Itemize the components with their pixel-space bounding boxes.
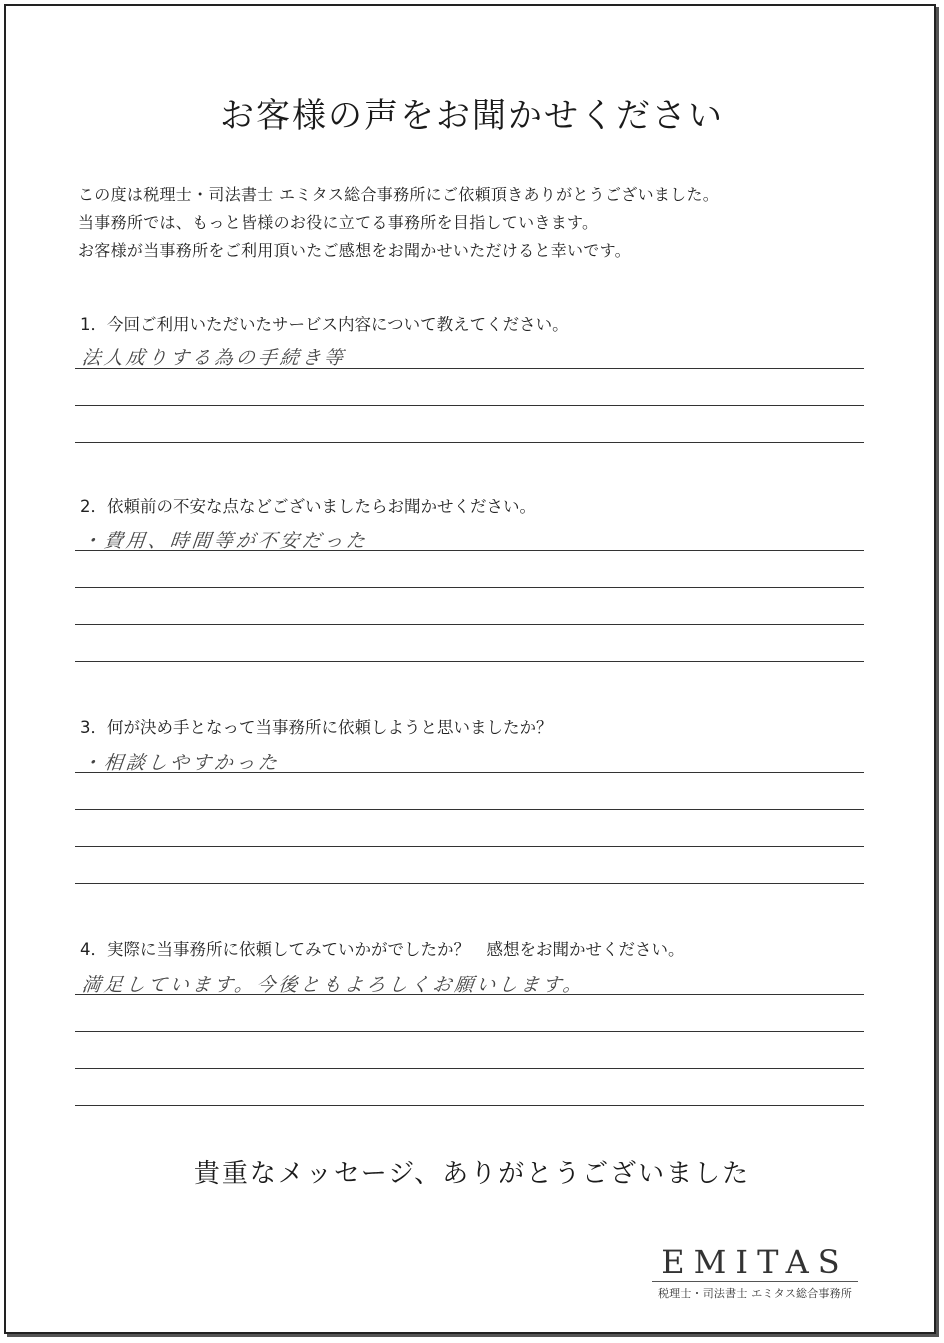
answer-line	[75, 661, 864, 662]
answer-line	[75, 624, 864, 625]
answer-line	[75, 809, 864, 810]
question-2-label: 2．依頼前の不安な点などございましたらお聞かせください。	[80, 497, 536, 516]
answer-line	[75, 587, 864, 588]
answer-line	[75, 846, 864, 847]
answer-line	[75, 883, 864, 884]
closing-message: 貴重なメッセージ、ありがとうございました	[193, 1159, 751, 1189]
answer-line	[75, 550, 864, 551]
company-logo: EMITAS	[661, 1243, 849, 1281]
answer-4-text: 満足しています。今後ともよろしくお願いします。	[80, 974, 586, 996]
logo-divider	[652, 1281, 858, 1282]
answer-line	[75, 405, 864, 406]
answer-3-text: ・相談しやすかった	[80, 752, 282, 774]
answer-line	[75, 772, 864, 773]
answer-line	[75, 1031, 864, 1032]
answer-line	[75, 1105, 864, 1106]
intro-line-3: お客様が当事務所をご利用頂いたご感想をお聞かせいただけると幸いです。	[78, 241, 631, 260]
answer-line	[75, 1068, 864, 1069]
answer-line	[75, 442, 864, 443]
intro-line-2: 当事務所では、もっと皆様のお役に立てる事務所を目指していきます。	[78, 213, 599, 232]
question-4-label: 4．実際に当事務所に依頼してみていかがでしたか？ 感想をお聞かせください。	[80, 940, 685, 959]
answer-line	[75, 994, 864, 995]
company-name: 税理士・司法書士 エミタス総合事務所	[657, 1287, 853, 1300]
intro-line-1: この度は税理士・司法書士 エミタス総合事務所にご依頼頂きありがとうございました。	[78, 185, 720, 204]
page-title: お客様の声をお聞かせください	[220, 96, 724, 136]
question-1-label: 1．今回ご利用いただいたサービス内容について教えてください。	[80, 315, 569, 334]
answer-1-text: 法人成りする為の手続き等	[80, 347, 348, 369]
answer-line	[75, 368, 864, 369]
answer-2-text: ・費用、時間等が不安だった	[80, 530, 370, 552]
question-3-label: 3．何が決め手となって当事務所に依頼しようと思いましたか？	[80, 718, 553, 737]
